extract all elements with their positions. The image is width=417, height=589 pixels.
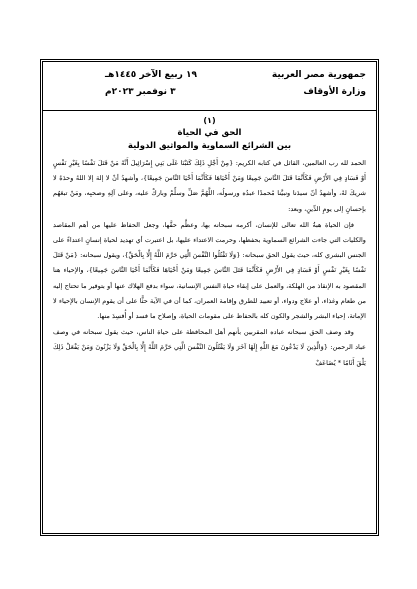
document-title: الحق في الحياة <box>177 128 242 138</box>
hijri-date: ١٩ ربيع الآخر ١٤٤٥هـ <box>105 70 197 80</box>
ministry-name: وزارة الأوقاف <box>303 87 366 97</box>
document-number: (١) <box>203 116 216 125</box>
paragraph-intro: الحمد لله رب العالمين، القائل في كتابه الكريم: {مِنْ أَجْلِ ذَلِكَ كَتَبْنَا عَلَى بَنِي إِسْرَائِيلَ أَنَّهُ مَنْ قَتَلَ نَفْسًا بِغَيْرِ نَفْسٍ أَوْ فَسَادٍ فِي الأَرْضِ فَكَأَنَّمَا قَتَلَ النَّاسَ جَمِيعًا وَمَنْ أَحْيَاهَا فَكَأَنَّمَا أَحْيَا النَّاسَ جَمِيعًا}، وأشهدُ أنْ لا إلهَ إلا اللهُ وحدَهُ لا شريكَ لهُ، وأشهدُ أنّ سيدَنا ونبيَّنا مُحمدًا عبدُه ورسولُه، اللَّهُمَّ صَلِّ وسلِّمْ وباركْ عليه، وعلى آلِهِ وصحبِه، ومَنْ تبعَهُم بإحسانٍ إلى يومِ الدِّينِ، وبعد: <box>53 159 366 213</box>
gregorian-date: ٣ نوفمبر ٢٠٢٣م <box>105 87 176 97</box>
document-body <box>43 111 376 371</box>
document-subtitle: بين الشرائع السماوية والمواثيق الدولية <box>127 141 292 151</box>
country-name: جمهورية مصر العربية <box>271 70 366 80</box>
paragraph-servants: وقد وصف الحق سبحانه عباده المقربين بأنهم أهل المحافظة على حياة الناس، حيث يقول سبحانه في وصف عباد الرحمن: {وَالَّذِينَ لَا يَدْعُونَ مَعَ اللَّهِ إِلَهًا آخَرَ وَلَا يَقْتُلُونَ النَّفْسَ الَّتِي حَرَّمَ اللَّهُ إِلَّا بِالْحَقِّ وَلَا يَزْنُونَ وَمَنْ يَفْعَلْ ذَلِكَ يَلْقَ أَثَامًا * يُضَاعَفْ <box>53 328 366 367</box>
paragraph-life-gift: فإن الحياة هبةُ الله تعالى للإنسان، أكرمه سبحانه بها، وعظَّم حقَّها، وجعل الحفاظ عليها من أهم المقاصد والكليات التي جاءت الشرائع السماوية بحفظها، وحرمت الاعتداء عليها، بل اعتبرت أي تهديد لحياة إنسانٍ اعتداءً على الجنس البشري كله، حيث يقول الحق سبحانه: {وَلَا تَقْتُلُوا النَّفْسَ الَّتِي حَرَّمَ اللَّهُ إِلَّا بِالْحَقِّ}، ويقول سبحانه: {مَنْ قَتَلَ نَفْسًا بِغَيْرِ نَفْسٍ أَوْ فَسَادٍ فِي الأَرْضِ فَكَأَنَّمَا قَتَلَ النَّاسَ جَمِيعًا وَمَنْ أَحْيَاهَا فَكَأَنَّمَا أَحْيَا النَّاسَ جَمِيعًا}، والإحياء هنا المقصود به الإنقاذ من الهلكة، والعمل على إبقاء حياة النفس الإنسانية، سواء بدفع الهلاك عنها أو بتوفير ما تحتاج إليه من طعام وغذاء، أو علاج ودواء، أو تعبيد للطرق وإقامة العمران، كما أن في الآية حثًّا على أن يقوم الإنسان بالإحياء لا الإماتة، إحياء البشر والشجر والكون كله بالحفاظ على مقومات الحياة، وإصلاح ما فسد أو أُفسِدَ منها. <box>53 220 366 321</box>
document-header <box>43 62 376 111</box>
document-page <box>40 59 379 536</box>
